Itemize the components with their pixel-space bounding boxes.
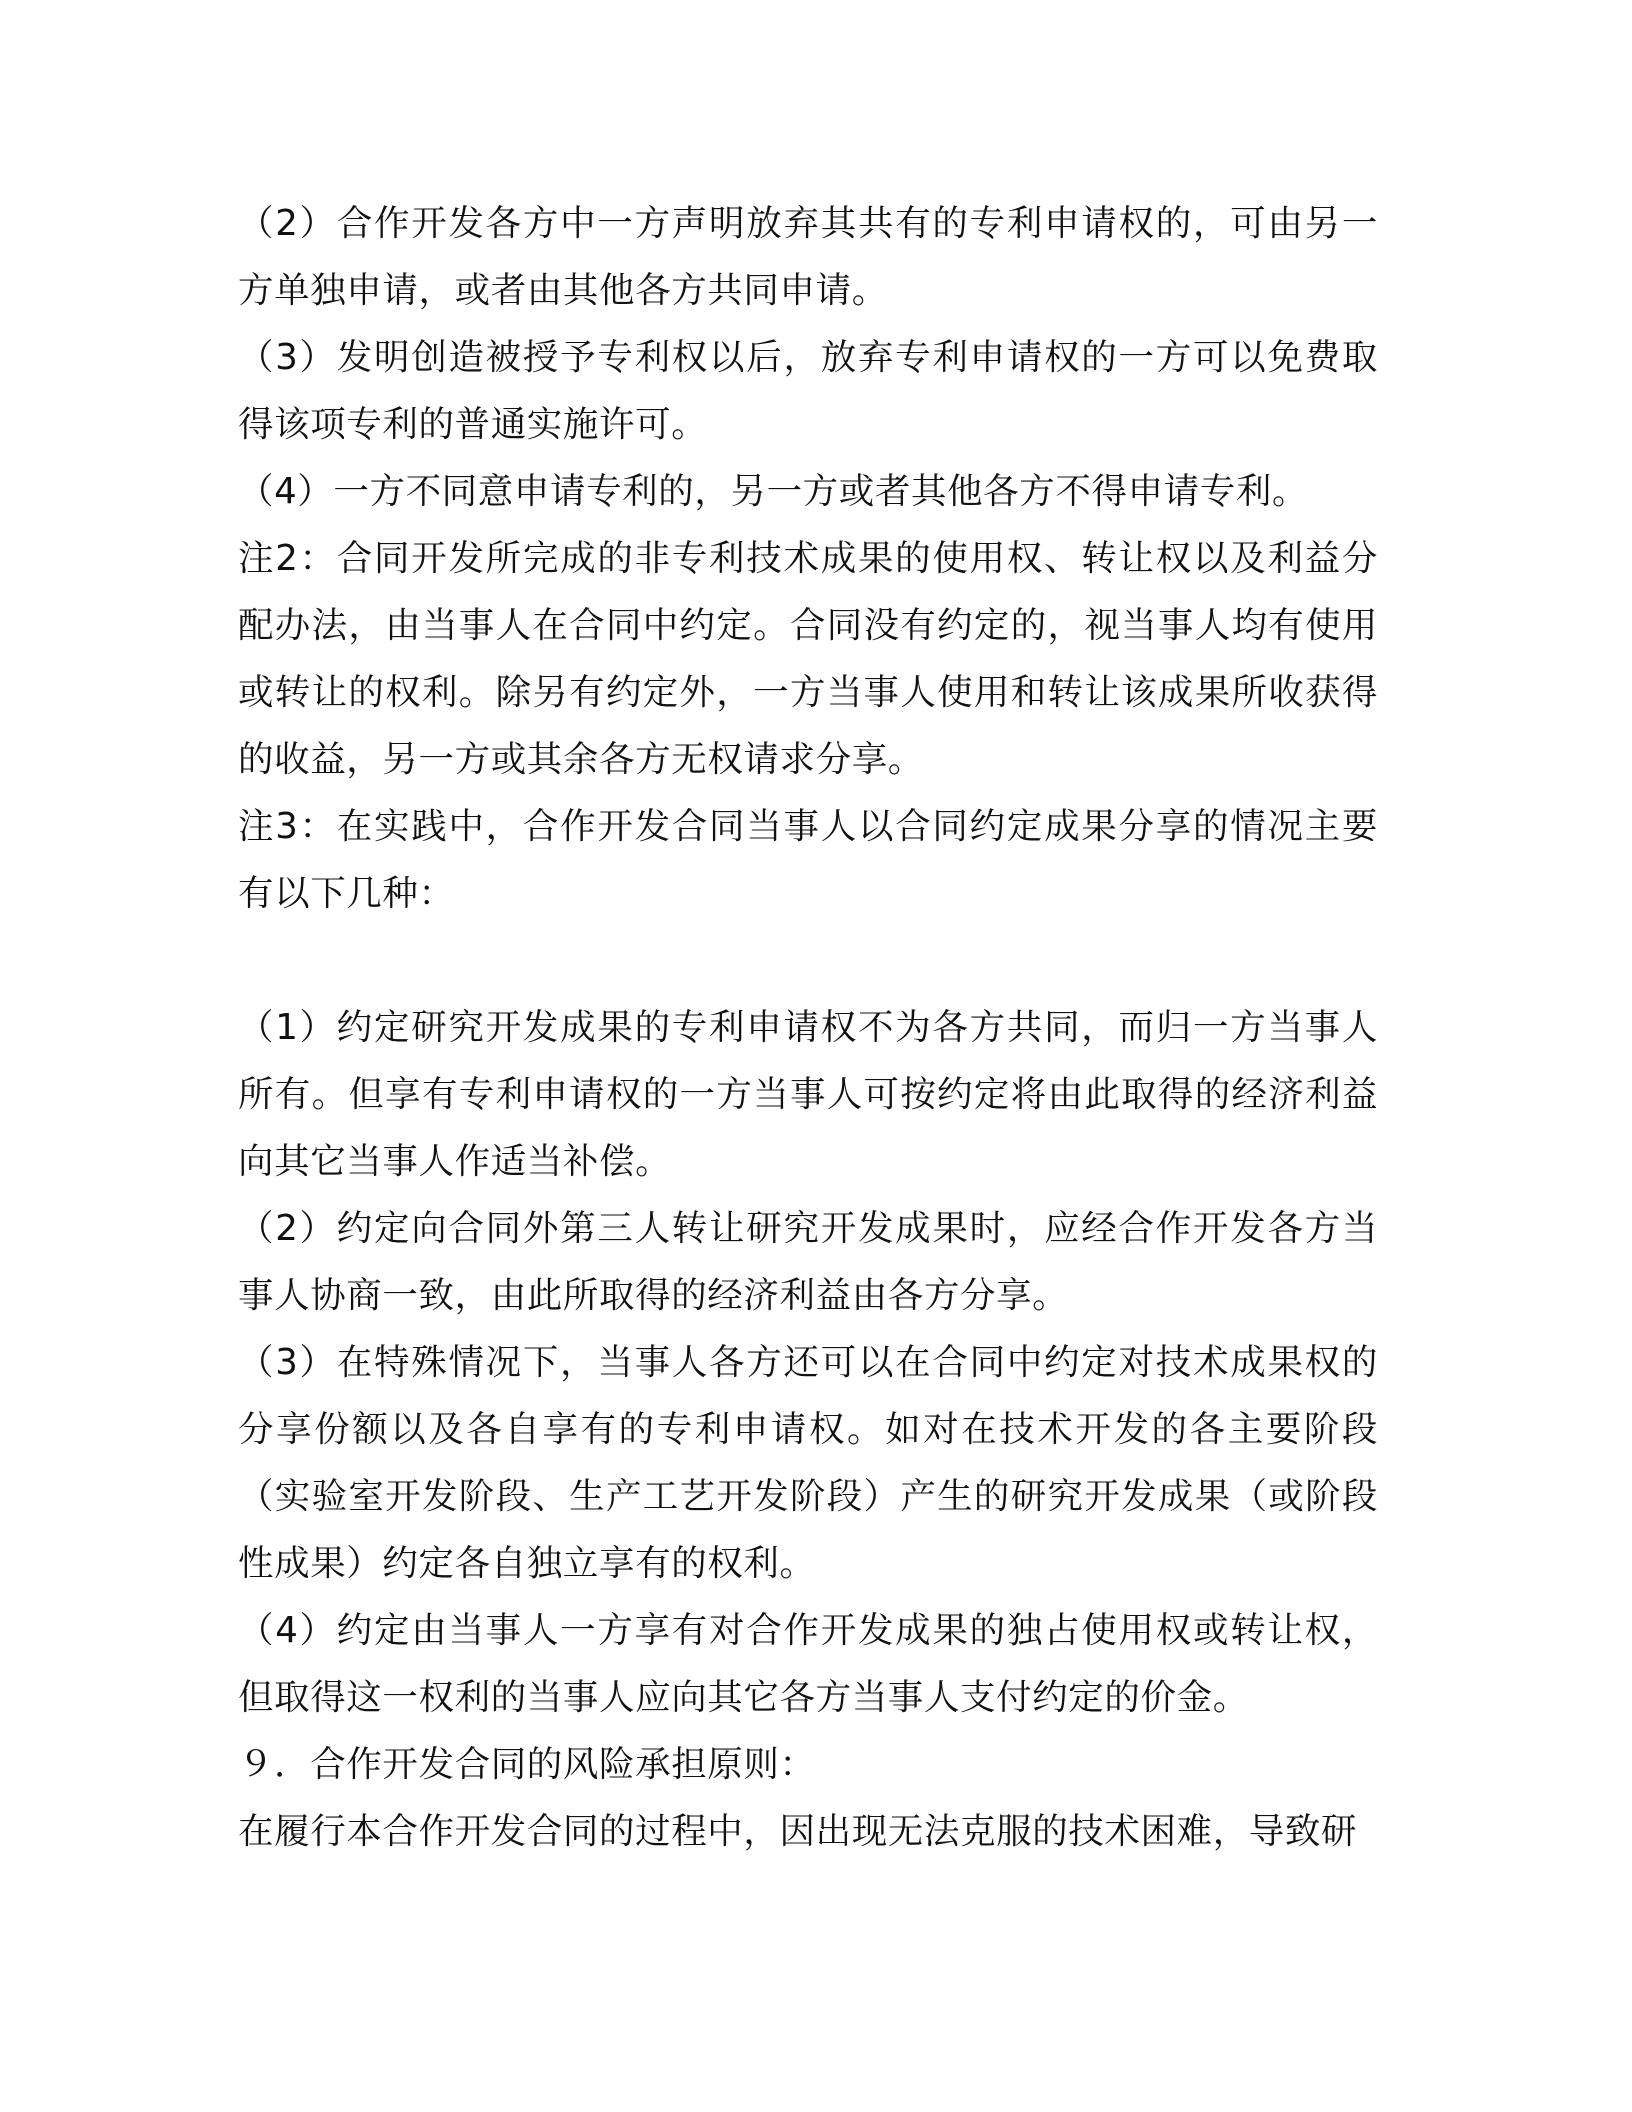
paragraph-free-license: （3）发明创造被授予专利权以后，放弃专利申请权的一方可以免费取得该项专利的普通实施许可。 [238,337,1378,445]
paragraph-gap [238,927,1378,994]
risk-paragraph: 在履行本合作开发合同的过程中，因出现无法克服的技术困难，导致研 [238,1811,1358,1852]
note-3-paragraph: 注3：在实践中，合作开发合同当事人以合同约定成果分享的情况主要有以下几种： [238,806,1378,914]
list-item-2: （2）约定向合同外第三人转让研究开发成果时，应经合作开发各方当事人协商一致，由此所取得的经济利益由各方分享。 [238,1208,1378,1316]
paragraph-patent-waiver: （2）合作开发各方中一方声明放弃其共有的专利申请权的，可由另一方单独申请，或者由其他各方共同申请。 [238,203,1378,311]
note-2-paragraph: 注2：合同开发所完成的非专利技术成果的使用权、转让权以及利益分配办法，由当事人在合同中约定。合同没有约定的，视当事人均有使用或转让的权利。除另有约定外，一方当事人使用和转让该成果所收获得的收益，另一方或其余各方无权请求分享。 [238,538,1378,780]
list-item-1: （1）约定研究开发成果的专利申请权不为各方共同，而归一方当事人所有。但享有专利申请权的一方当事人可按约定将由此取得的经济利益向其它当事人作适当补偿。 [238,1007,1378,1182]
list-item-4: （4）约定由当事人一方享有对合作开发成果的独占使用权或转让权，但取得这一权利的当事人应向其它各方当事人支付约定的价金。 [238,1610,1378,1718]
section-heading-9: ９．合作开发合同的风险承担原则： [238,1744,816,1785]
paragraph-no-application: （4）一方不同意申请专利的，另一方或者其他各方不得申请专利。 [238,471,1309,512]
list-item-3: （3）在特殊情况下，当事人各方还可以在合同中约定对技术成果权的分享份额以及各自享有的专利申请权。如对在技术开发的各主要阶段（实验室开发阶段、生产工艺开发阶段）产生的研究开发成果（或阶段性成果）约定各自独立享有的权利。 [238,1342,1378,1584]
document-body [238,190,1378,1865]
